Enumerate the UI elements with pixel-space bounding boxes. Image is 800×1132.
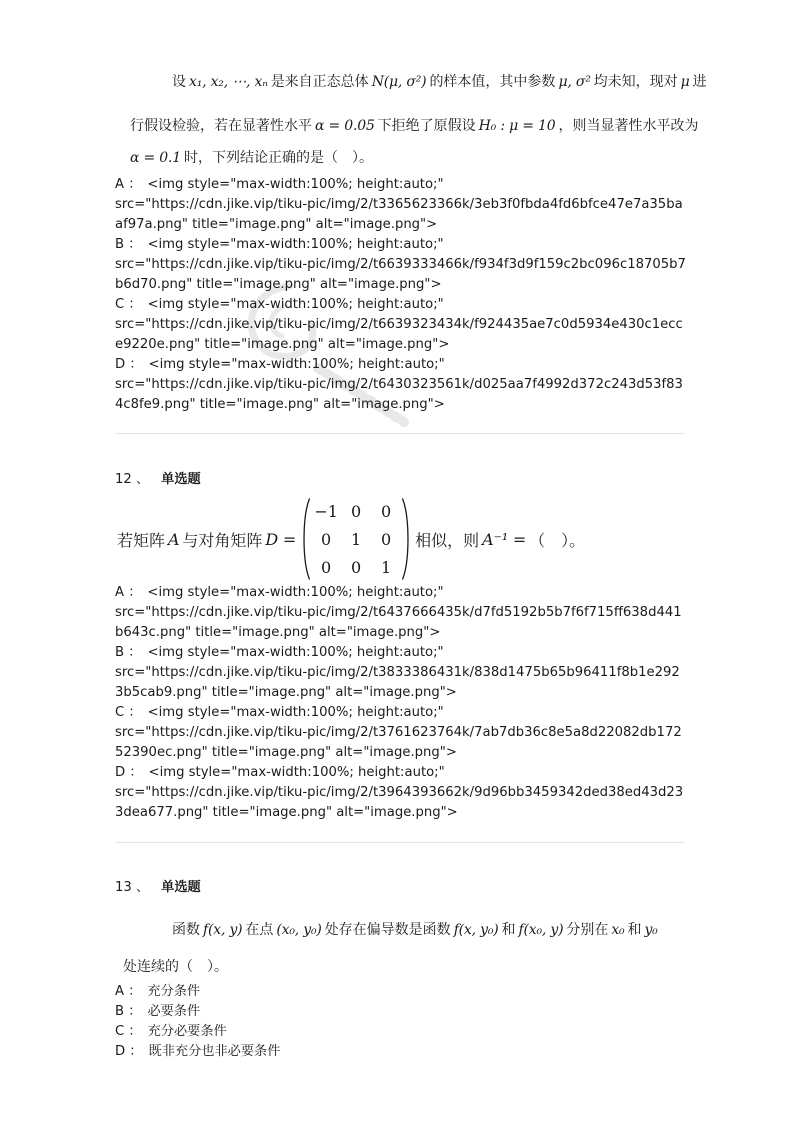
math-expression: H₀ : μ = 10	[478, 118, 556, 134]
math-expression: f(x, y)	[203, 922, 243, 938]
stem-text: 和	[627, 922, 642, 938]
option-label: B ：	[115, 237, 142, 252]
stem-text: 处连续的（ ）。	[123, 959, 228, 975]
option-label: A ：	[115, 585, 142, 600]
option-text-line: src="https://cdn.jike.vip/tiku-pic/img/2/t3365623366k/3eb3f0fbda4fd6bfce47e7a35ba	[115, 197, 683, 212]
option-text-line: src="https://cdn.jike.vip/tiku-pic/img/2/t6639333466k/f934f3d9f159c2bc096c18705b7	[115, 257, 686, 272]
stem-text: 分别在	[566, 922, 609, 938]
math-expression: α = 0.1	[130, 150, 181, 166]
option-text-line: e9220e.png" title="image.png" alt="image.png">	[115, 337, 450, 352]
option-text-line: <img style="max-width:100%; height:auto;"	[148, 765, 445, 780]
option-b	[115, 1002, 280, 1022]
option-d	[115, 1042, 280, 1062]
stem-text: 处存在偏导数是函数	[324, 922, 451, 938]
matrix-cell: −1	[314, 501, 338, 521]
matrix-cell: 1	[381, 557, 392, 577]
option-text: 充分必要条件	[147, 1024, 227, 1039]
math-expression: y₀	[644, 922, 658, 938]
option-text-line: <img style="max-width:100%; height:auto;"	[147, 585, 444, 600]
option-text-line: src="https://cdn.jike.vip/tiku-pic/img/2/t3964393662k/9d96bb3459342ded38ed43d23	[115, 785, 684, 800]
option-text: 既非充分也非必要条件	[148, 1044, 281, 1059]
option-text-line: <img style="max-width:100%; height:auto;"	[147, 645, 444, 660]
diagonal-matrix	[301, 497, 411, 581]
option-c	[115, 1022, 280, 1042]
question-type: 单选题	[161, 472, 201, 487]
matrix-cell: 0	[381, 529, 392, 549]
option-label: C ：	[115, 705, 142, 720]
matrix-entries	[311, 497, 401, 581]
matrix-cell: 1	[351, 529, 362, 549]
q11-stem-line-2	[130, 116, 698, 136]
stem-text: 时，下列结论正确的是（ ）。	[183, 150, 373, 166]
option-text-line: <img style="max-width:100%; height:auto;"	[147, 237, 444, 252]
option-label: A ：	[115, 177, 142, 192]
option-text-line: b643c.png" title="image.png" alt="image.png">	[115, 625, 441, 640]
option-a	[115, 175, 686, 235]
math-expression: N(μ, σ²)	[371, 74, 427, 90]
q12-header	[115, 470, 201, 490]
stem-text: 下拒绝了原假设	[377, 118, 476, 134]
option-text: 必要条件	[147, 1004, 201, 1019]
option-a	[115, 982, 280, 1002]
stem-text: 均未知，现对	[593, 74, 678, 90]
math-expression: μ	[680, 74, 690, 90]
option-text-line: <img style="max-width:100%; height:auto;"	[148, 357, 445, 372]
option-label: D ：	[115, 765, 143, 780]
stem-text: 在点	[245, 922, 274, 938]
matrix-cell: 0	[351, 501, 362, 521]
math-expression: x₀	[611, 922, 625, 938]
option-label: B ：	[115, 645, 142, 660]
math-expression: f(x₀, y)	[518, 922, 564, 938]
option-text-line: 4c8fe9.png" title="image.png" alt="image.png">	[115, 397, 445, 412]
stem-text: 相似，则	[415, 530, 480, 550]
q13-stem-line-1	[172, 920, 661, 940]
option-text-line: 3dea677.png" title="image.png" alt="image.png">	[115, 805, 458, 820]
option-label: C ：	[115, 297, 142, 312]
option-text-line: src="https://cdn.jike.vip/tiku-pic/img/2/t3833386431k/838d1475b65b96411f8b1e292	[115, 665, 680, 680]
stem-text: 和	[501, 922, 516, 938]
option-label: D ：	[115, 1044, 143, 1059]
math-expression: μ, σ²	[558, 74, 591, 90]
question-number: 12 、	[115, 472, 150, 487]
option-c	[115, 295, 686, 355]
option-b	[115, 643, 683, 703]
stem-text: ，则当显著性水平改为	[558, 118, 699, 134]
stem-text: 若矩阵	[117, 530, 166, 550]
q11-options	[115, 175, 686, 415]
q13-stem-line-2	[123, 957, 228, 977]
question-type: 单选题	[161, 880, 201, 895]
question-divider	[115, 842, 685, 843]
option-a	[115, 583, 683, 643]
matrix-right-paren	[401, 497, 411, 581]
q13-header	[115, 878, 201, 898]
option-text-line: src="https://cdn.jike.vip/tiku-pic/img/2/t6639323434k/f924435ae7c0d5934e430c1ecc	[115, 317, 683, 332]
stem-text: 与对角矩阵	[182, 530, 263, 550]
q11-stem-line-3	[127, 148, 373, 168]
option-d	[115, 763, 683, 823]
option-label: A ：	[115, 984, 142, 999]
option-c	[115, 703, 683, 763]
q12-options	[115, 583, 683, 823]
option-d	[115, 355, 686, 415]
matrix-cell: 0	[381, 501, 392, 521]
option-text-line: <img style="max-width:100%; height:auto;"	[147, 177, 444, 192]
matrix-left-paren	[301, 497, 311, 581]
option-label: D ：	[115, 357, 143, 372]
option-text-line: src="https://cdn.jike.vip/tiku-pic/img/2/t6437666435k/d7fd5192b5b7f6f715ff638d441	[115, 605, 682, 620]
math-expression: α = 0.05	[315, 118, 375, 134]
option-text: 充分条件	[147, 984, 201, 999]
option-text-line: src="https://cdn.jike.vip/tiku-pic/img/2/t3761623764k/7ab7db36c8e5a8d22082db172	[115, 725, 682, 740]
stem-text: 是来自正态总体	[270, 74, 369, 90]
math-expression: D =	[265, 529, 297, 549]
option-text-line: 52390ec.png" title="image.png" alt="image.png">	[115, 745, 457, 760]
option-text-line: src="https://cdn.jike.vip/tiku-pic/img/2/t6430323561k/d025aa7f4992d372c243d53f83	[115, 377, 683, 392]
matrix-cell: 0	[321, 529, 332, 549]
option-label: C ：	[115, 1024, 142, 1039]
question-divider	[115, 433, 685, 434]
option-b	[115, 235, 686, 295]
math-expression: x₁, x₂, ⋯, xₙ	[189, 74, 268, 90]
math-expression: f(x, y₀)	[453, 922, 499, 938]
option-label: B ：	[115, 1004, 142, 1019]
math-expression: A⁻¹ =	[482, 529, 527, 549]
option-text-line: af97a.png" title="image.png" alt="image.png">	[115, 217, 438, 232]
question-number: 13 、	[115, 880, 150, 895]
stem-text: 的样本值，其中参数	[429, 74, 556, 90]
q13-options	[115, 982, 280, 1062]
option-text-line: b6d70.png" title="image.png" alt="image.png">	[115, 277, 442, 292]
math-expression: A	[168, 529, 180, 549]
stem-text: （ ）。	[529, 530, 586, 550]
stem-text: 设	[172, 74, 186, 90]
option-text-line: <img style="max-width:100%; height:auto;"	[147, 297, 444, 312]
q12-stem	[117, 497, 585, 581]
stem-text: 行假设检验，若在显著性水平	[130, 118, 312, 134]
q11-stem-line-1	[172, 72, 707, 92]
matrix-cell: 0	[351, 557, 362, 577]
stem-text: 函数	[172, 922, 200, 938]
option-text-line: <img style="max-width:100%; height:auto;"	[147, 705, 444, 720]
option-text-line: 3b5cab9.png" title="image.png" alt="image.png">	[115, 685, 457, 700]
matrix-cell: 0	[321, 557, 332, 577]
stem-text: 进	[692, 74, 707, 90]
math-expression: (x₀, y₀)	[276, 922, 322, 938]
